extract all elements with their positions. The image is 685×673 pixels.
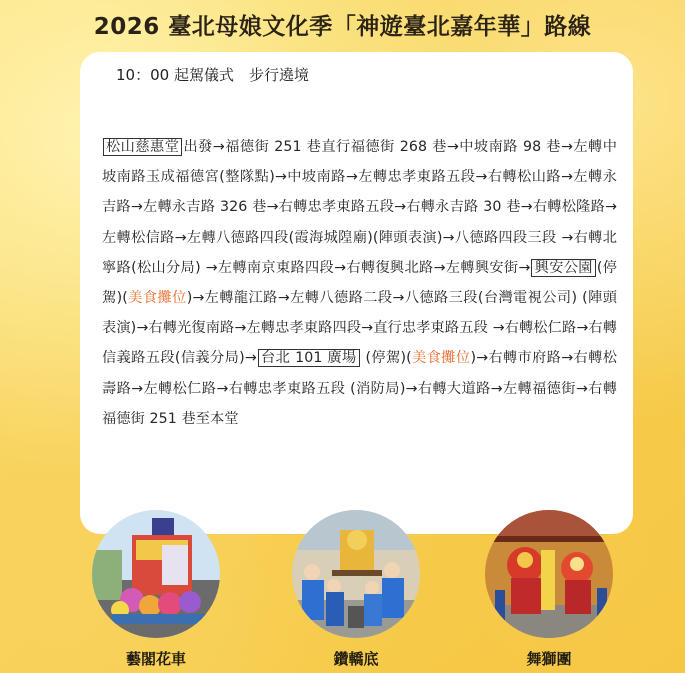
- start-location: 松山慈惠堂: [103, 138, 182, 156]
- photo-strip: [0, 508, 685, 673]
- food-stall-label-2: 美食攤位: [411, 350, 471, 367]
- food-stall-label-1: 美食攤位: [127, 290, 187, 307]
- route-segment-2: (停駕)(: [102, 259, 617, 307]
- sedan-crawl-photo: [292, 510, 420, 638]
- route-segment-1: 出發→福德街 251 巷直行福德街 268 巷→中坡南路 98 巷→左轉中坡南路玉成福德宮(整隊點)→中坡南路→左轉忠孝東路五段→右轉松山路→左轉永吉路→左轉永吉路 326 巷→右轉忠孝東路五段→右轉永吉路 30 巷→右轉松隆路→左轉松信路→左轉八德路四段(霞海城隍廟)(陣頭表演)→八德路四段三段 →右轉北寧路(松山分局) →左轉南京東路四段→右轉復興北路→左轉興安街→: [102, 139, 617, 276]
- route-card: [80, 52, 633, 534]
- route-segment-4: (停駕)(: [360, 350, 412, 367]
- caption-float-parade: 藝閣花車: [125, 650, 186, 668]
- page-title: 2026 臺北母娘文化季「神遊臺北嘉年華」路線: [93, 14, 592, 40]
- stop-xingan-park: 興安公園: [531, 259, 595, 277]
- route-segment-3: )→左轉龍江路→左轉八德路二段→八德路三段(台灣電視公司) (陣頭表演)→右轉光復南路→左轉忠孝東路四段→直行忠孝東路五段 →右轉松仁路→右轉信義路五段(信義分局)→: [102, 290, 617, 367]
- schedule-subtitle: 10：00 起駕儀式 步行遶境: [116, 66, 309, 84]
- caption-sedan-crawl: 鑽轎底: [333, 650, 379, 668]
- route-description: [102, 132, 617, 434]
- lion-dance-photo: [485, 510, 613, 638]
- caption-lion-dance: 舞獅團: [526, 650, 572, 668]
- stop-taipei-101-plaza: 台北 101 廣場: [258, 349, 360, 367]
- float-parade-photo: [92, 510, 220, 638]
- route-segment-5: )→右轉市府路→右轉松壽路→左轉松仁路→右轉忠孝東路五段 (消防局)→右轉大道路→左轉福德街→右轉福德街 251 巷至本堂: [102, 350, 617, 427]
